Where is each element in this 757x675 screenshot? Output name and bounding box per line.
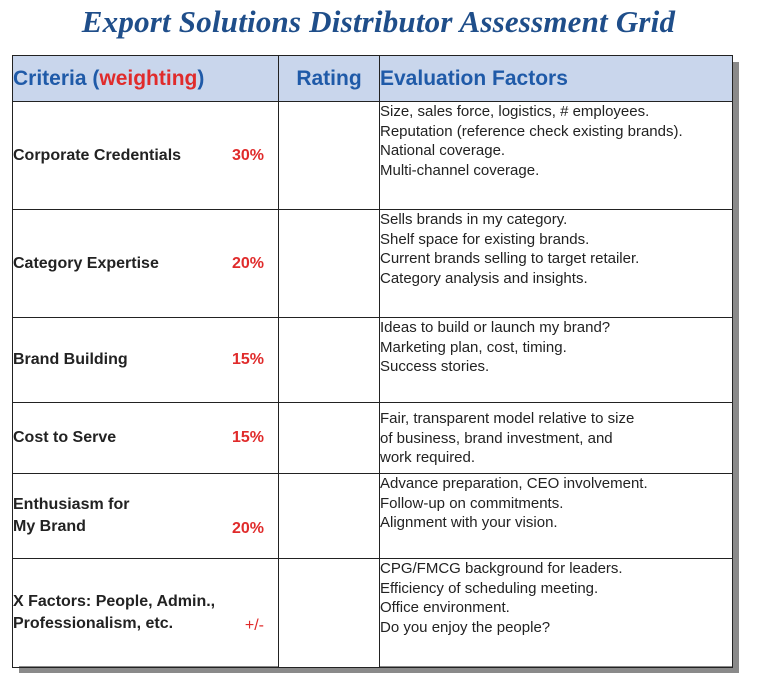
factor-item: Success stories. (380, 358, 490, 375)
factor-item: CPG/FMCG background for leaders. (380, 560, 623, 577)
criterion-line1: Cost to Serve (13, 429, 117, 446)
criterion-line2: Professionalism, etc. (13, 615, 174, 632)
criterion-name (13, 427, 116, 449)
evaluation-factors-cell (380, 559, 733, 668)
factor-item: Do you enjoy the people? (380, 618, 551, 636)
factor-item: Alignment with your vision. (380, 514, 558, 531)
criterion-name (13, 591, 215, 635)
factor-item: Efficiency of scheduling meeting. (380, 579, 599, 597)
factor-item: Office environment. (380, 599, 510, 616)
criterion-weight: 20% (231, 254, 264, 272)
criterion-line1: X Factors: People, Admin., (13, 593, 216, 610)
table-row (13, 403, 733, 474)
criterion-line1: Corporate Credentials (13, 146, 182, 164)
header-evaluation-factors: Evaluation Factors (380, 56, 733, 102)
criterion-cell (13, 403, 279, 474)
table-row (13, 210, 733, 318)
factor-item: Marketing plan, cost, timing. (380, 338, 567, 356)
assessment-table (12, 55, 733, 668)
criterion-line1: Enthusiasm for (13, 496, 130, 513)
factor-item: Follow-up on commitments. (380, 494, 564, 512)
criterion-weight: 20% (231, 520, 264, 537)
header-criteria (13, 56, 279, 102)
rating-cell[interactable] (279, 102, 380, 210)
table-row (13, 318, 733, 403)
rating-cell[interactable] (279, 403, 380, 474)
evaluation-factors-cell (380, 474, 733, 559)
factor-item: Size, sales force, logistics, # employees. (380, 103, 650, 120)
criterion-weight: 15% (231, 351, 264, 368)
header-weighting: weighting (99, 66, 198, 90)
criterion-cell (13, 318, 279, 403)
evaluation-factors-cell (380, 403, 733, 474)
criterion-weight: +/- (244, 617, 264, 634)
rating-cell[interactable] (279, 474, 380, 559)
factor-item: Ideas to build or launch my brand? (380, 319, 611, 336)
criterion-cell (13, 559, 279, 668)
criterion-cell (13, 474, 279, 559)
criterion-line1: Category Expertise (13, 254, 159, 272)
criterion-name (13, 253, 159, 275)
table-row (13, 559, 733, 668)
factor-item: Reputation (reference check existing brands). (380, 122, 683, 140)
evaluation-factors-cell (380, 102, 733, 210)
page-title: Export Solutions Distributor Assessment Grid (81, 4, 676, 39)
criterion-cell (13, 210, 279, 318)
factor-item: Current brands selling to target retailer. (380, 250, 640, 267)
header-criteria-prefix: Criteria ( (13, 66, 100, 90)
table-row (13, 102, 733, 210)
assessment-grid (12, 55, 732, 666)
criterion-name (13, 145, 181, 167)
rating-cell[interactable] (279, 318, 380, 403)
evaluation-factors-cell (380, 318, 733, 403)
factor-item: work required. (380, 449, 476, 466)
criterion-cell (13, 102, 279, 210)
criterion-name (13, 494, 129, 538)
criterion-line2: My Brand (13, 518, 86, 535)
table-row (13, 474, 733, 559)
factor-item: Category analysis and insights. (380, 269, 588, 287)
factor-item: Multi-channel coverage. (380, 161, 540, 179)
criterion-line1: Brand Building (13, 351, 128, 368)
rating-cell[interactable] (279, 559, 380, 668)
criterion-weight: 15% (231, 429, 264, 446)
criterion-name (13, 349, 128, 371)
evaluation-factors-cell (380, 210, 733, 318)
factor-item: Advance preparation, CEO involvement. (380, 475, 648, 492)
header-criteria-suffix: ) (197, 66, 205, 90)
header-rating: Rating (279, 56, 380, 102)
criterion-weight: 30% (231, 146, 264, 164)
rating-cell[interactable] (279, 210, 380, 318)
factor-item: National coverage. (380, 142, 506, 159)
header-row (13, 56, 733, 102)
factor-item: of business, brand investment, and (380, 429, 613, 447)
factor-item: Shelf space for existing brands. (380, 230, 590, 248)
factor-item: Fair, transparent model relative to size (380, 410, 635, 427)
factor-item: Sells brands in my category. (380, 211, 568, 228)
